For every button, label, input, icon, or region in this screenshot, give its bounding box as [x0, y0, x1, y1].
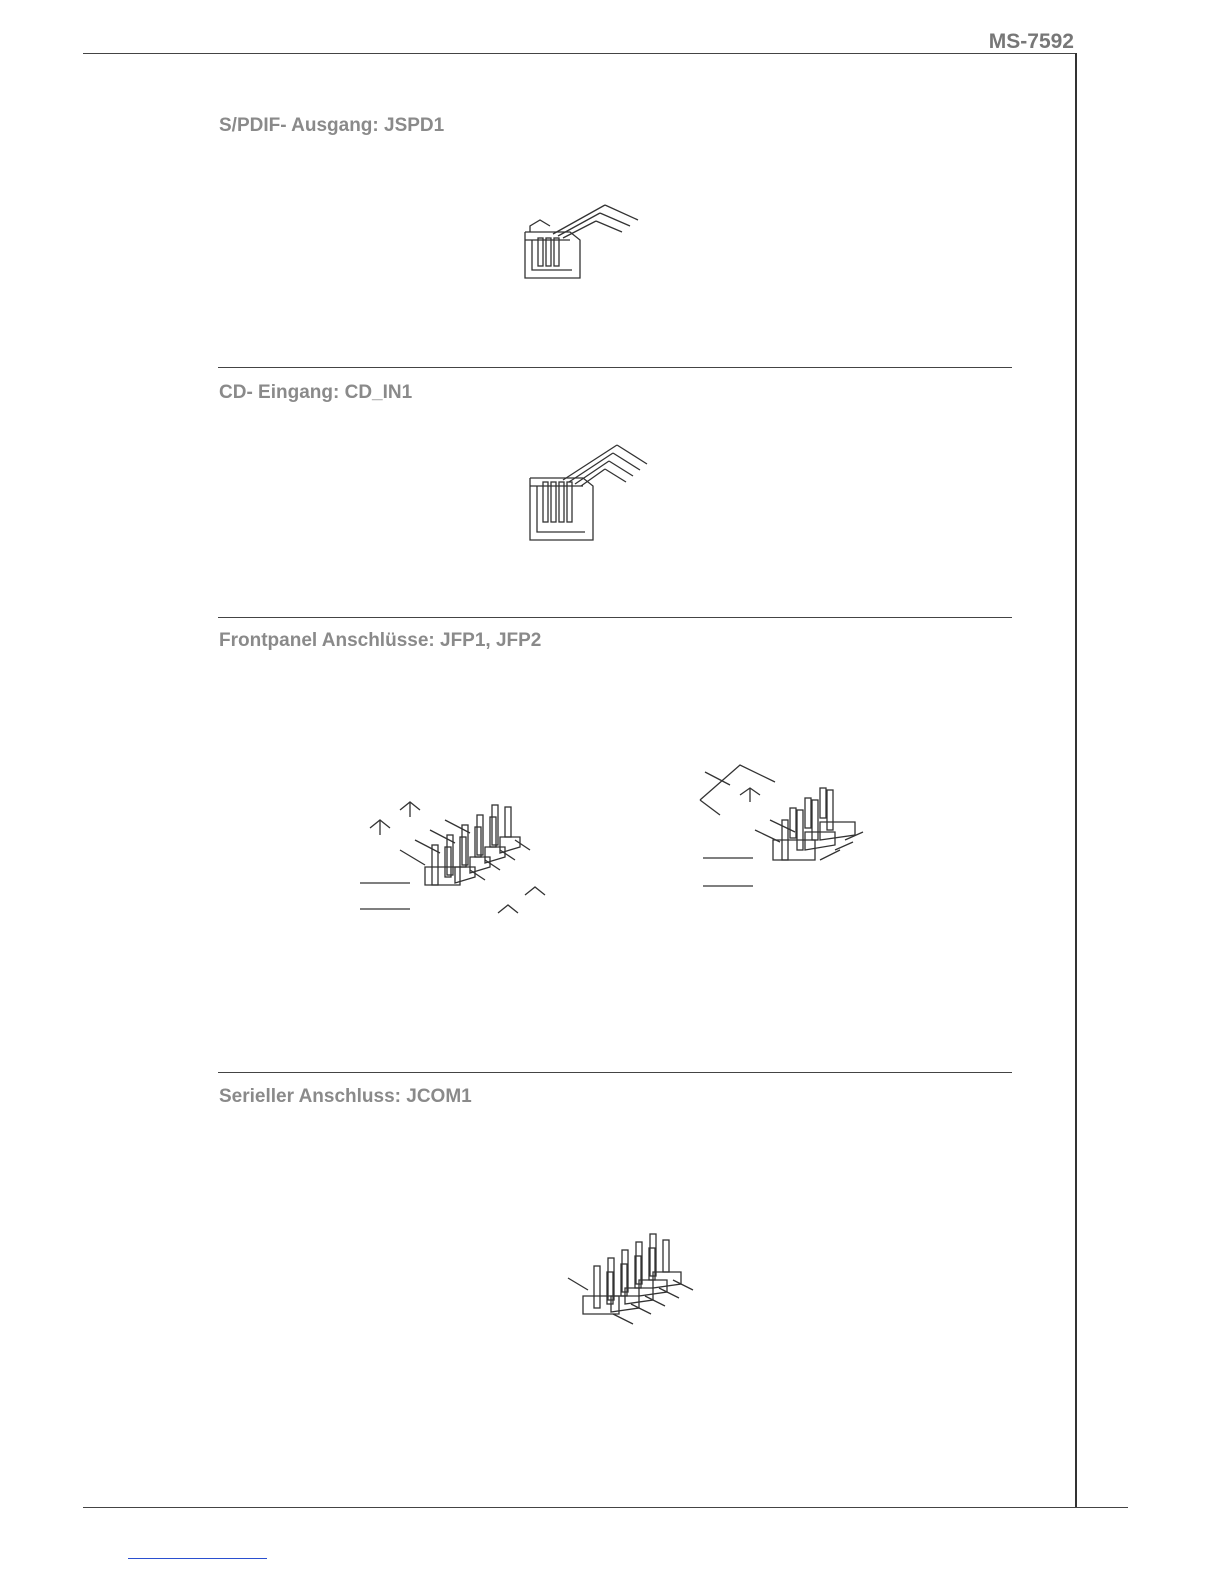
- model-number: MS-7592: [988, 30, 1074, 53]
- jfp1-pin-header-icon: [355, 795, 570, 925]
- page-side-rule: [1075, 53, 1077, 1508]
- footer-link-underline[interactable]: [128, 1558, 267, 1559]
- footer-rule: [83, 1507, 1128, 1508]
- section-title-jfp: Frontpanel Anschlüsse: JFP1, JFP2: [219, 630, 542, 651]
- jspd1-connector-icon: [520, 200, 650, 310]
- jfp2-pin-header-icon: [695, 760, 875, 895]
- section-title-jspd1: S/PDIF- Ausgang: JSPD1: [219, 115, 445, 136]
- section-divider: [218, 617, 1012, 618]
- section-title-jcom1: Serieller Anschluss: JCOM1: [219, 1086, 472, 1107]
- section-title-cd-in1: CD- Eingang: CD_IN1: [219, 382, 413, 403]
- section-divider: [218, 367, 1012, 368]
- header-rule: [83, 53, 1076, 54]
- jcom1-pin-header-icon: [563, 1232, 703, 1327]
- cd-in1-connector-icon: [525, 440, 655, 545]
- section-divider: [218, 1072, 1012, 1073]
